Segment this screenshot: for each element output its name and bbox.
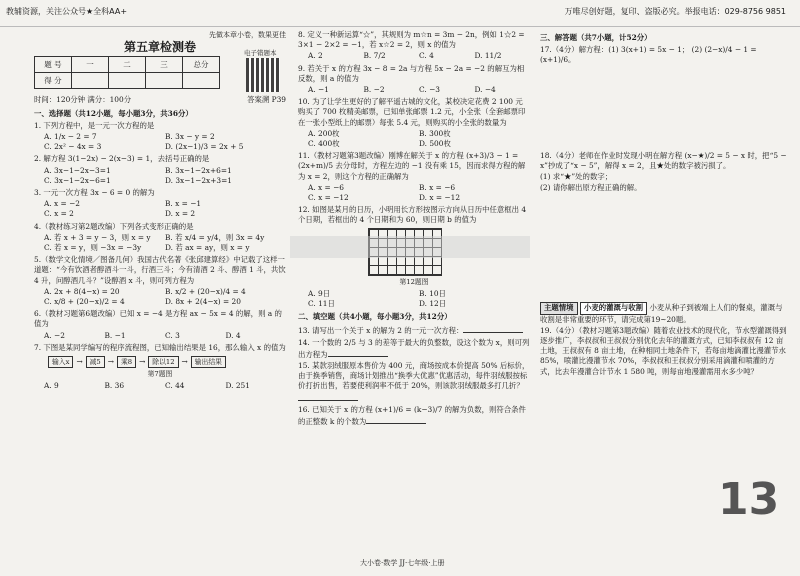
flow-step: 输出结果 (191, 356, 226, 368)
option: D. 500枚 (419, 139, 451, 149)
option: D. 8x + 2(4−x) = 20 (165, 297, 241, 307)
options (44, 233, 286, 253)
score-table (34, 56, 220, 89)
options (308, 51, 530, 61)
options (44, 166, 286, 186)
option: B. x = −6 (419, 182, 456, 192)
option: A. 3x−1−2x−3=1 (44, 165, 111, 175)
option: C. 3 (165, 330, 180, 340)
option: C. x = −12 (308, 193, 349, 203)
question-11: 11.（教材习题第3题改编）刚博在解关于 x 的方程 (x+3)/3 − 1 = (2x+m)/5 去分母时，方程左边的 −1 没有乘 15，因而求得方程的解为 x = 2，则这个方程的正确解为 (298, 151, 526, 181)
page-crease (290, 236, 530, 258)
options (44, 331, 286, 341)
score-cell: 题 号 (35, 57, 72, 73)
section-heading: 三、解答题（共7小题，计52分） (540, 33, 652, 42)
score-cell[interactable] (183, 73, 220, 89)
option: B. −1 (104, 330, 126, 340)
question-9: 9. 若关于 x 的方程 3x − 8 = 2a 与方程 5x − 2a = −2 的解互为相反数，则 a 的值为 (298, 63, 525, 83)
score-cell[interactable] (146, 73, 183, 89)
topic-name: 小麦的灌溉与收割 (580, 302, 647, 314)
option: C. 若 x = y，则 −3x = −3y (44, 243, 142, 253)
option: B. 300枚 (419, 128, 451, 138)
question-19: 19.（4分）（教材习题第3题改编）随着农业技术的现代化，节水型灌溉得到逐步推广，李叔叔和王叔叔分别优化去年的灌溉方式，已知李叔叔有 12 亩土地，王叔叔有 8 亩土地，在种相同土地条件下，若每亩地滴灌比漫灌节水 85%，喷灌比漫灌节水 70%，李叔叔和王叔叔分别采用滴灌和喷灌的方式，比去年漫灌合计节水 1 580 吨，则每亩地漫灌需用水多少吨？ (540, 325, 787, 376)
score-cell: 得 分 (35, 73, 72, 89)
option: C. 11日 (308, 299, 335, 309)
options (44, 199, 286, 219)
score-cell: 总分 (183, 57, 220, 73)
question-14 (298, 338, 530, 360)
option: D. x = −12 (419, 193, 461, 203)
options (308, 183, 530, 203)
option: B. 10日 (419, 288, 446, 298)
option: B. 3x−1−2x+6=1 (165, 165, 232, 175)
question-13 (298, 324, 530, 336)
option: D. 3x−1−2x+3=1 (165, 175, 232, 185)
option: C. 3x−1−2x−6=1 (44, 175, 111, 185)
question-5: 5.（数学文化情境／图备几何）我国古代名著《张邱建算经》中记载了这样一道题：“今有饮酒者醇酒斗一斗，行酒三斗；今有清酒 2 斗、醇酒 1 斗，共饮 4 升，问醇酒几斗？”设醇酒 x 斗，则可列方程为 (34, 255, 286, 285)
option: D. 12日 (419, 299, 447, 309)
question-18-part-2: (2) 请你解出原方程正确的解。 (540, 183, 642, 193)
question-18: 18.（4分）老师在作业时发现小明在解方程 (x−★)/2 = 5 − x 时，把“5 − x”抄成了“x − 5”，解得 x = 2，且★处的数字被污损了。 (540, 150, 787, 170)
option: A. 9日 (308, 288, 331, 298)
option: D. 251 (225, 381, 250, 391)
flow-step: 乘8 (117, 356, 136, 368)
option: C. x = 2 (44, 209, 74, 219)
option: C. 2x² − 4x = 3 (44, 142, 102, 152)
answer-blank[interactable] (463, 324, 523, 333)
score-cell: 一 (72, 57, 109, 73)
option: D. 4 (225, 330, 241, 340)
answer-blank[interactable] (328, 348, 388, 357)
option: C. x/8 + (20−x)/2 = 4 (44, 297, 125, 307)
option: A. x = −2 (44, 199, 80, 209)
option: A. 1/x − 2 = 7 (44, 132, 97, 142)
question-7: 7. 下图是某同学编写的程序流程图，已知输出结果是 16，那么输入 x 的值为 (34, 342, 286, 352)
option: B. 若 x/4 = y/4，则 3x = 4y (165, 232, 265, 242)
option: C. −3 (419, 85, 440, 95)
question-3: 3. 一元一次方程 3x − 6 = 0 的解为 (34, 188, 155, 198)
figure-caption: 第12题图 (399, 277, 429, 286)
option: B. −2 (363, 85, 385, 95)
topic-banner (540, 302, 788, 324)
column-left (34, 30, 286, 394)
question-2: 2. 解方程 3(1−2x) − 2(x−3) = 1，去括号正确的是 (34, 154, 210, 164)
score-cell: 二 (109, 57, 146, 73)
column-right (540, 30, 788, 378)
options (308, 85, 530, 95)
flow-step: 输入x (48, 356, 73, 368)
answer-blank[interactable] (366, 415, 426, 424)
options (308, 129, 530, 149)
option: B. 3x − y = 2 (165, 132, 215, 142)
option: A. 2x + 8(4−x) = 20 (44, 286, 120, 296)
question-18-part-1: (1) 求“★”处的数字； (540, 172, 613, 182)
option: D. −4 (474, 85, 496, 95)
question-text: 14. 一个数的 2/5 与 3 的差等于最大的负整数，设这个数为 x，则可列出方程为 (298, 337, 530, 359)
header-left: 教辅资源，关注公众号★全科AA+ (6, 7, 128, 16)
top-banner (0, 0, 800, 27)
option: D. 11/2 (474, 51, 502, 61)
page-title: 第五章检测卷 (123, 40, 196, 55)
answer-page: 答案溯 P39 (247, 95, 286, 105)
option: B. 36 (104, 381, 125, 391)
page-footer: 大小卷·数学 JJ·七年级·上册 (360, 559, 445, 567)
flowchart: 输入x → 减5 → 乘8 → 除以12 → 输出结果 (48, 356, 286, 368)
header-right: 万唯尽创好题，复印、盗版必究。举报电话：029-8756 9851 (564, 7, 786, 16)
topic-description: 小麦从种子到被端上人们的餐桌，灌溉与收割是非常重要的环节，请完成第19~20题。 (540, 303, 783, 324)
question-8: 8. 定义一种新运算“☆”，其规则为 m☆n = 3m − 2n，例如 1☆2 = 3×1 − 2×2 = −1，若 x☆2 = 2，则 x 的值为 (298, 30, 525, 50)
question-16 (298, 405, 530, 427)
option: B. x = −1 (165, 199, 202, 209)
score-cell: 三 (146, 57, 183, 73)
question-12: 12. 如图是某月的日历，小明用长方形按图示方向从日历中任意框出 4 个日期，若框出的 4 个日期和为 60，则日期 b 的值为 (298, 205, 527, 225)
flow-step: 除以12 (148, 356, 178, 368)
answer-space[interactable] (540, 194, 788, 302)
flow-step: 减5 (86, 356, 105, 368)
option: D. 若 ax = ay，则 x = y (165, 243, 250, 253)
option: D. (2x−1)/3 = 2x + 5 (165, 142, 244, 152)
question-text: 13. 请写出一个关于 x 的解为 2 的一元一次方程： (298, 326, 464, 336)
options (308, 289, 530, 309)
qr-label: 电子错题本 (244, 49, 277, 57)
option: D. x = 2 (165, 209, 196, 219)
options (44, 132, 286, 152)
answer-space[interactable] (540, 67, 788, 151)
topic-tag: 主题情境 (540, 302, 578, 314)
score-cell[interactable] (109, 73, 146, 89)
question-17: 17.（4分）解方程：(1) 3(x+1) = 5x − 1； (2) (2−x)/4 − 1 = (x+1)/6。 (540, 45, 757, 65)
option: C. 44 (165, 381, 185, 391)
answer-blank[interactable] (298, 392, 358, 401)
option: A. −2 (44, 330, 65, 340)
option: A. 200枚 (308, 128, 340, 138)
qr-code-icon (246, 58, 280, 92)
option: A. −1 (308, 85, 329, 95)
question-15 (298, 361, 530, 404)
page-number-large: 13 (718, 474, 780, 525)
section-heading: 二、填空题（共4小题，每小题3分，共12分） (298, 312, 452, 322)
question-1: 1. 下列方程中，是一元一次方程的是 (34, 120, 155, 130)
options (44, 287, 286, 307)
option: C. 4 (419, 51, 434, 61)
option: A. 若 x + 3 = y − 3，则 x = y (44, 232, 151, 242)
option: B. x/2 + (20−x)/4 = 4 (165, 286, 246, 296)
section-heading: 一、选择题（共12小题，每小题3分，共36分） (34, 108, 193, 118)
question-text: 15. 某款羽绒服原本售价为 400 元，商场按成本价提高 50% 后标价，由于换季销售，商场计划推出“换季大优惠”优惠活动，每件羽绒服按标价打折出售，若要使利润率不低于 20%，则该款羽绒服最多打几折？ (298, 361, 530, 391)
option: C. 400枚 (308, 139, 340, 149)
figure-caption: 第7题图 (147, 370, 173, 379)
option: A. x = −6 (308, 182, 344, 192)
slogan: 先做本章小卷，数果更佳 (209, 31, 286, 39)
question-10: 10. 为了让学生更好的了解平遥古城的文化，某校决定花费 2 100 元购买了 700 枚精美邮票，已知单张邮票 1.2 元，小全张（全套邮票印在一张小型纸上的邮票）每张 5.4 元，则购买的小全张的数量为 (298, 97, 526, 127)
option: A. 2 (308, 51, 323, 61)
score-cell[interactable] (72, 73, 109, 89)
question-6: 6.（教材习题第6题改编）已知 x = −4 是方程 ax − 5x = 4 的解，则 a 的值为 (34, 309, 282, 329)
question-text: 16. 已知关于 x 的方程 (x+1)/6 = (k−3)/7 的解为负数，则符合条件的正整数 k 的个数为 (298, 404, 526, 427)
column-middle (298, 30, 530, 428)
option: A. 9 (44, 381, 59, 391)
options (44, 381, 286, 391)
option: B. 7/2 (363, 51, 386, 61)
question-4: 4.（教材练习第2题改编）下列各式变形正确的是 (34, 221, 194, 231)
exam-time: 时间：120分钟 满分：100分 (34, 95, 132, 105)
